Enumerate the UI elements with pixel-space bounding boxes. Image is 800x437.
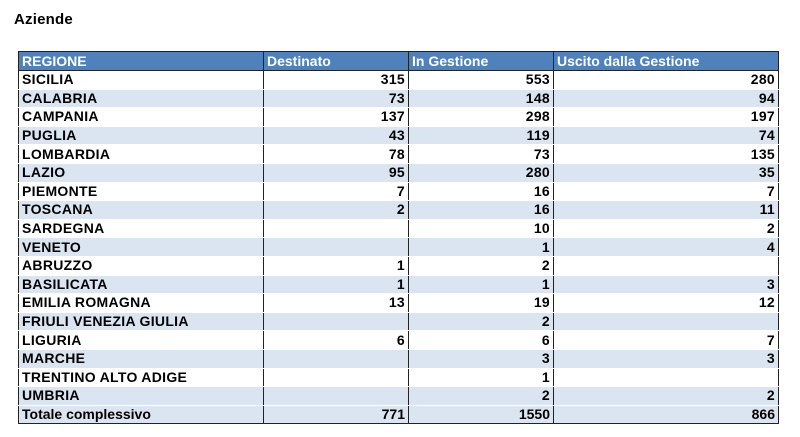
table-row bbox=[19, 201, 779, 220]
column-header-in-gestione: In Gestione bbox=[409, 52, 554, 71]
cell-destinato bbox=[264, 349, 409, 368]
cell-regione: VENETO bbox=[19, 238, 264, 257]
cell-destinato bbox=[264, 219, 409, 238]
cell-in-gestione: 16 bbox=[409, 182, 554, 201]
cell-uscito bbox=[554, 256, 779, 275]
cell-uscito: 197 bbox=[554, 108, 779, 127]
cell-uscito: 12 bbox=[554, 294, 779, 313]
cell-regione: TRENTINO ALTO ADIGE bbox=[19, 368, 264, 387]
cell-uscito bbox=[554, 312, 779, 331]
cell-destinato: 7 bbox=[264, 182, 409, 201]
cell-destinato: 95 bbox=[264, 163, 409, 182]
cell-regione: LAZIO bbox=[19, 163, 264, 182]
table-row bbox=[19, 275, 779, 294]
cell-in-gestione: 1 bbox=[409, 368, 554, 387]
table-row bbox=[19, 182, 779, 201]
table-row bbox=[19, 219, 779, 238]
cell-regione: MARCHE bbox=[19, 349, 264, 368]
table-row bbox=[19, 368, 779, 387]
cell-destinato: 1 bbox=[264, 275, 409, 294]
table-row bbox=[19, 108, 779, 127]
cell-uscito: 11 bbox=[554, 201, 779, 220]
total-label: Totale complessivo bbox=[19, 405, 264, 424]
total-destinato: 771 bbox=[264, 405, 409, 424]
cell-regione: SICILIA bbox=[19, 71, 264, 90]
cell-in-gestione: 2 bbox=[409, 387, 554, 406]
table-row bbox=[19, 331, 779, 350]
cell-destinato bbox=[264, 312, 409, 331]
cell-uscito: 135 bbox=[554, 145, 779, 164]
table-row bbox=[19, 238, 779, 257]
table-row bbox=[19, 71, 779, 90]
cell-destinato: 315 bbox=[264, 71, 409, 90]
cell-regione: TOSCANA bbox=[19, 201, 264, 220]
table-row bbox=[19, 89, 779, 108]
cell-regione: UMBRIA bbox=[19, 387, 264, 406]
cell-uscito: 3 bbox=[554, 349, 779, 368]
total-uscito: 866 bbox=[554, 405, 779, 424]
cell-regione: CAMPANIA bbox=[19, 108, 264, 127]
cell-destinato bbox=[264, 387, 409, 406]
table-row bbox=[19, 256, 779, 275]
cell-regione: SARDEGNA bbox=[19, 219, 264, 238]
cell-in-gestione: 2 bbox=[409, 312, 554, 331]
cell-regione: LOMBARDIA bbox=[19, 145, 264, 164]
cell-in-gestione: 19 bbox=[409, 294, 554, 313]
cell-destinato: 13 bbox=[264, 294, 409, 313]
cell-uscito: 2 bbox=[554, 219, 779, 238]
cell-destinato: 2 bbox=[264, 201, 409, 220]
aziende-table bbox=[18, 51, 779, 424]
cell-in-gestione: 119 bbox=[409, 126, 554, 145]
cell-uscito: 4 bbox=[554, 238, 779, 257]
cell-in-gestione: 3 bbox=[409, 349, 554, 368]
cell-uscito bbox=[554, 368, 779, 387]
table-row bbox=[19, 126, 779, 145]
page-title: Aziende bbox=[14, 11, 73, 28]
table-row bbox=[19, 294, 779, 313]
cell-in-gestione: 1 bbox=[409, 238, 554, 257]
cell-destinato: 137 bbox=[264, 108, 409, 127]
cell-uscito: 94 bbox=[554, 89, 779, 108]
cell-in-gestione: 298 bbox=[409, 108, 554, 127]
cell-regione: BASILICATA bbox=[19, 275, 264, 294]
cell-uscito: 3 bbox=[554, 275, 779, 294]
cell-in-gestione: 553 bbox=[409, 71, 554, 90]
cell-regione: LIGURIA bbox=[19, 331, 264, 350]
cell-regione: FRIULI VENEZIA GIULIA bbox=[19, 312, 264, 331]
cell-destinato: 43 bbox=[264, 126, 409, 145]
table-row bbox=[19, 163, 779, 182]
cell-uscito: 35 bbox=[554, 163, 779, 182]
cell-regione: PUGLIA bbox=[19, 126, 264, 145]
table-header-row bbox=[19, 52, 779, 71]
cell-destinato: 6 bbox=[264, 331, 409, 350]
cell-uscito: 74 bbox=[554, 126, 779, 145]
cell-uscito: 7 bbox=[554, 182, 779, 201]
table-row bbox=[19, 349, 779, 368]
cell-in-gestione: 73 bbox=[409, 145, 554, 164]
table-row bbox=[19, 312, 779, 331]
cell-in-gestione: 2 bbox=[409, 256, 554, 275]
cell-in-gestione: 16 bbox=[409, 201, 554, 220]
cell-destinato: 78 bbox=[264, 145, 409, 164]
column-header-uscito: Uscito dalla Gestione bbox=[554, 52, 779, 71]
table-row bbox=[19, 145, 779, 164]
column-header-regione: REGIONE bbox=[19, 52, 264, 71]
cell-in-gestione: 280 bbox=[409, 163, 554, 182]
table-total-row bbox=[19, 405, 779, 424]
cell-destinato bbox=[264, 368, 409, 387]
cell-uscito: 2 bbox=[554, 387, 779, 406]
cell-in-gestione: 6 bbox=[409, 331, 554, 350]
cell-uscito: 7 bbox=[554, 331, 779, 350]
cell-in-gestione: 1 bbox=[409, 275, 554, 294]
cell-destinato: 1 bbox=[264, 256, 409, 275]
table-row bbox=[19, 387, 779, 406]
cell-in-gestione: 148 bbox=[409, 89, 554, 108]
column-header-destinato: Destinato bbox=[264, 52, 409, 71]
cell-regione: CALABRIA bbox=[19, 89, 264, 108]
cell-regione: EMILIA ROMAGNA bbox=[19, 294, 264, 313]
cell-destinato: 73 bbox=[264, 89, 409, 108]
total-in-gestione: 1550 bbox=[409, 405, 554, 424]
cell-regione: PIEMONTE bbox=[19, 182, 264, 201]
cell-uscito: 280 bbox=[554, 71, 779, 90]
cell-in-gestione: 10 bbox=[409, 219, 554, 238]
cell-destinato bbox=[264, 238, 409, 257]
cell-regione: ABRUZZO bbox=[19, 256, 264, 275]
